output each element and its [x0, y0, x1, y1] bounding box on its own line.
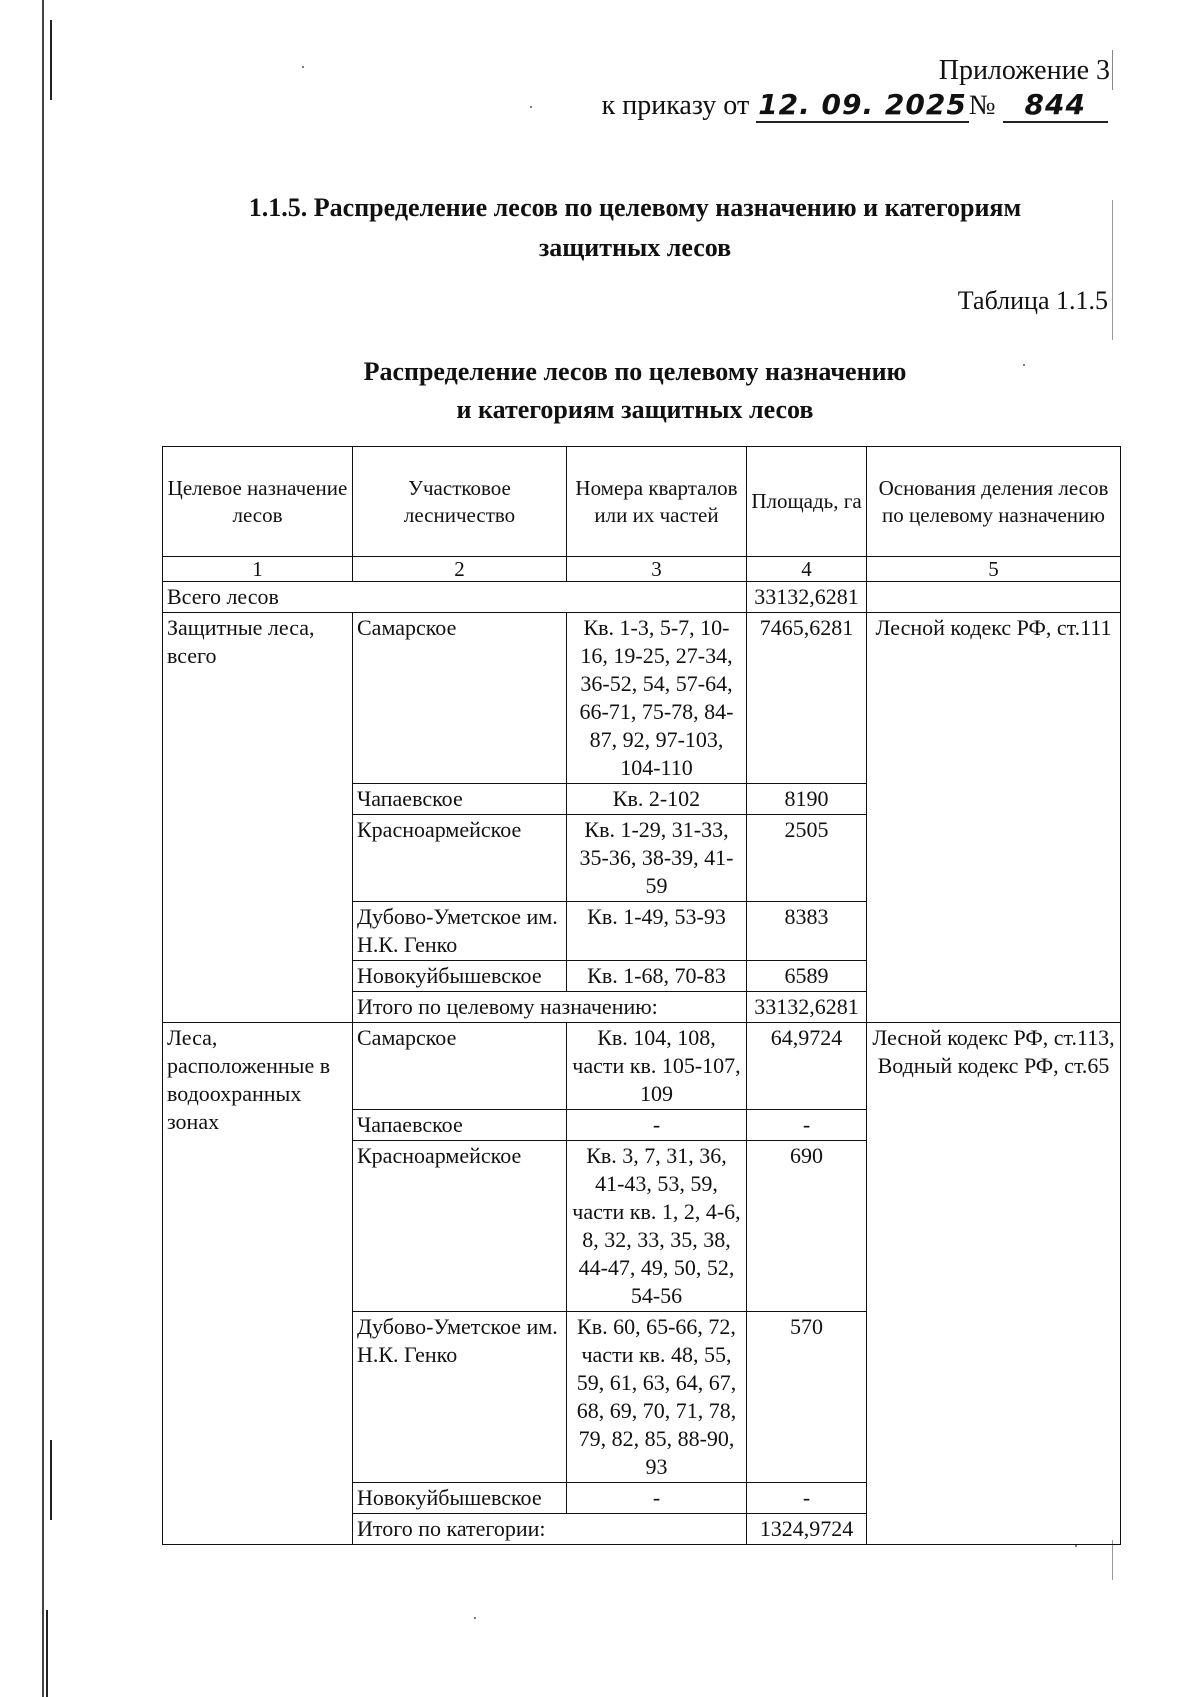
group1-purpose: Защитные леса, всего [163, 613, 353, 1023]
caption-line1: Распределение лесов по целевому назначению [363, 357, 907, 386]
group2-subtotal-label: Итого по категории: [353, 1514, 747, 1545]
order-date: 12. 09. 2025 [758, 88, 967, 121]
forest-distribution-table [162, 446, 1121, 1545]
scan-artifact-line [42, 0, 44, 1697]
column-number: 2 [353, 557, 567, 582]
column-number: 1 [163, 557, 353, 582]
group1-subtotal-label: Итого по целевому назначению: [353, 992, 747, 1023]
scan-artifact-line [1112, 1540, 1113, 1580]
header-area: Площадь, га [747, 447, 867, 557]
group1-subtotal-area: 33132,6281 [747, 992, 867, 1023]
table-row [163, 613, 1121, 784]
total-basis [867, 582, 1121, 613]
column-number-row [163, 557, 1121, 582]
row-quarters: Кв. 60, 65-66, 72, части кв. 48, 55, 59, 61, 63, 64, 67, 68, 69, 70, 71, 78, 79, 82, 85, 88-90, 93 [567, 1312, 747, 1483]
scan-artifact-line [1112, 50, 1113, 90]
group2-purpose: Леса, расположенные в водоохранных зонах [163, 1023, 353, 1545]
row-quarters: Кв. 1-49, 53-93 [567, 902, 747, 961]
table-label: Таблица 1.1.5 [957, 286, 1108, 315]
scan-speck [474, 1617, 476, 1619]
table-header-row [163, 447, 1121, 557]
order-number: 844 [1003, 88, 1108, 123]
total-area: 33132,6281 [747, 582, 867, 613]
scan-speck [530, 106, 532, 108]
scan-artifact-line [50, 1440, 52, 1520]
row-quarters: - [567, 1483, 747, 1514]
row-quarters: - [567, 1110, 747, 1141]
row-area: 2505 [747, 815, 867, 902]
total-row [163, 582, 1121, 613]
header-quarters: Номера кварталов или их частей [567, 447, 747, 557]
row-forestry: Новокуйбышевское [353, 1483, 567, 1514]
scan-speck [1023, 364, 1025, 366]
row-quarters: Кв. 1-29, 31-33, 35-36, 38-39, 41-59 [567, 815, 747, 902]
row-area: 6589 [747, 961, 867, 992]
column-number: 4 [747, 557, 867, 582]
section-title [150, 188, 1120, 268]
total-label: Всего лесов [163, 582, 747, 613]
row-area: 7465,6281 [747, 613, 867, 784]
row-area: 8190 [747, 784, 867, 815]
row-forestry: Дубово-Уметское им. Н.К. Генко [353, 902, 567, 961]
row-quarters: Кв. 1-3, 5-7, 10-16, 19-25, 27-34, 36-52, 54, 57-64, 66-71, 75-78, 84-87, 92, 97-103, 104-110 [567, 613, 747, 784]
row-quarters: Кв. 1-68, 70-83 [567, 961, 747, 992]
row-quarters: Кв. 3, 7, 31, 36, 41-43, 53, 59, части кв. 1, 2, 4-6, 8, 32, 33, 35, 38, 44-47, 49, 50, 52, 54-56 [567, 1141, 747, 1312]
scan-speck [302, 66, 304, 68]
caption-line2: и категориям защитных лесов [456, 395, 814, 424]
header-purpose: Целевое назначение лесов [163, 447, 353, 557]
row-forestry: Красноармейское [353, 815, 567, 902]
section-title-line2: защитных лесов [538, 233, 732, 262]
scan-artifact-line [46, 1610, 48, 1697]
row-area: - [747, 1483, 867, 1514]
column-number: 3 [567, 557, 747, 582]
table-row [163, 1023, 1121, 1110]
scan-speck [1075, 1545, 1077, 1547]
group1-basis: Лесной кодекс РФ, ст.111 [867, 613, 1121, 1023]
row-area: 570 [747, 1312, 867, 1483]
column-number: 5 [867, 557, 1121, 582]
row-forestry: Чапаевское [353, 784, 567, 815]
row-area: 64,9724 [747, 1023, 867, 1110]
header-forestry: Участковое лесничество [353, 447, 567, 557]
order-prefix: к приказу от [601, 90, 750, 121]
row-forestry: Самарское [353, 613, 567, 784]
group2-subtotal-area: 1324,9724 [747, 1514, 867, 1545]
row-forestry: Самарское [353, 1023, 567, 1110]
table-caption [150, 353, 1120, 429]
appendix-label: Приложение 3 [938, 55, 1110, 86]
row-forestry: Новокуйбышевское [353, 961, 567, 992]
section-title-line1: 1.1.5. Распределение лесов по целевому назначению и категориям [248, 193, 1022, 222]
row-area: 690 [747, 1141, 867, 1312]
row-forestry: Дубово-Уметское им. Н.К. Генко [353, 1312, 567, 1483]
row-quarters: Кв. 2-102 [567, 784, 747, 815]
row-quarters: Кв. 104, 108, части кв. 105-107, 109 [567, 1023, 747, 1110]
scan-artifact-line [50, 20, 52, 100]
group2-basis: Лесной кодекс РФ, ст.113, Водный кодекс РФ, ст.65 [867, 1023, 1121, 1545]
row-forestry: Чапаевское [353, 1110, 567, 1141]
order-reference [602, 88, 1108, 122]
row-area: - [747, 1110, 867, 1141]
header-basis: Основания деления лесов по целевому назначению [867, 447, 1121, 557]
order-number-sign: № [968, 90, 996, 121]
row-forestry: Красноармейское [353, 1141, 567, 1312]
row-area: 8383 [747, 902, 867, 961]
